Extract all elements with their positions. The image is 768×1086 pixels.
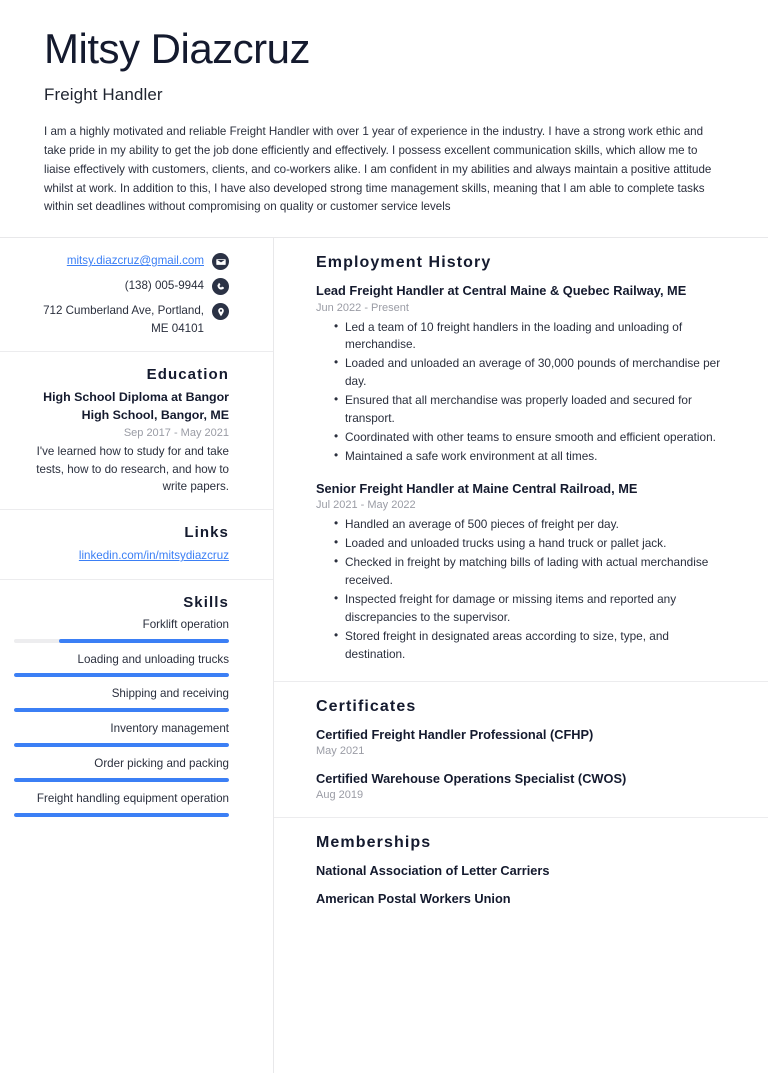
membership-entry	[316, 862, 724, 879]
employment-bullet: • Loaded and unloaded trucks using a hand truck or pallet jack.	[334, 535, 724, 553]
page-title: Mitsy Diazcruz	[44, 25, 311, 72]
employment-title: Lead Freight Handler at Central Maine & Quebec Railway, ME	[316, 283, 687, 299]
employment-bullet: • Led a team of 10 freight handlers in the loading and unloading of merchandise.	[334, 319, 724, 355]
skill-level-track	[14, 813, 229, 817]
envelope-icon	[212, 253, 229, 270]
employment-bullet: • Handled an average of 500 pieces of freight per day.	[334, 516, 724, 534]
skill-level-track	[14, 673, 229, 677]
education-entry	[14, 389, 229, 495]
certificate-date: May 2021	[316, 744, 365, 757]
membership-entry	[316, 890, 724, 907]
skill-level-fill	[14, 813, 229, 817]
skill-level-track	[14, 743, 229, 747]
phone-icon	[212, 278, 229, 295]
skill-item	[14, 686, 229, 712]
job-title: Freight Handler	[44, 85, 163, 105]
skill-label: Shipping and receiving	[111, 687, 229, 701]
linkedin-link[interactable]: linkedin.com/in/mitsydiazcruz	[78, 549, 229, 563]
skill-level-fill	[14, 708, 229, 712]
employment-bullet: • Loaded and unloaded an average of 30,000 pounds of merchandise per day.	[334, 355, 724, 391]
skills-heading: Skills	[183, 593, 229, 611]
employment-bullet: • Ensured that all merchandise was properly loaded and secured for transport.	[334, 392, 724, 428]
memberships-list	[316, 862, 724, 908]
skill-level-track	[14, 708, 229, 712]
certificate-date: Aug 2019	[316, 789, 364, 802]
certificate-title: Certified Freight Handler Professional (CFHP)	[316, 726, 594, 742]
employment-bullet: • Coordinated with other teams to ensure smooth and efficient operation.	[334, 429, 724, 447]
professional-summary: I am a highly motivated and reliable Freight Handler with over 1 year of experience in the industry. I have a strong work ethic and take pride in my ability to get the job done efficiently and effectively. I possess excellent communication skills, which allow me to liaise effectively with customers, clients, and co-workers alike. I am confident in my abilities and always maintain a positive attitude whilst at work. In addition to this, I have also developed strong time management skills, meaning that I am able to complete tasks within set deadlines without compromising on quality or customer service levels	[44, 125, 712, 214]
skill-label: Forklift operation	[142, 617, 229, 631]
skill-level-fill	[14, 743, 229, 747]
education-block	[0, 352, 273, 510]
sidebar	[0, 238, 274, 1073]
education-date: Sep 2017 - May 2021	[123, 427, 229, 440]
links-heading: Links	[184, 524, 229, 542]
skill-label: Inventory management	[110, 722, 229, 736]
resume-body	[0, 238, 768, 1073]
skill-item	[14, 756, 229, 782]
certificates-list	[316, 726, 724, 802]
contact-phone-row[interactable]	[14, 277, 229, 295]
skill-item	[14, 721, 229, 747]
skill-label: Freight handling equipment operation	[36, 791, 229, 805]
memberships-heading: Memberships	[316, 834, 432, 852]
employment-bullet: • Maintained a safe work environment at all times.	[334, 448, 724, 466]
main-column	[274, 238, 768, 1073]
contact-block	[0, 238, 273, 352]
certificate-entry	[316, 726, 724, 757]
employment-block	[274, 238, 768, 681]
skill-level-fill	[14, 778, 229, 782]
skill-level-fill	[14, 673, 229, 677]
certificates-block	[274, 682, 768, 819]
location-pin-icon	[212, 303, 229, 320]
employment-list	[316, 282, 724, 663]
employment-bullets	[334, 319, 724, 466]
links-block	[0, 510, 273, 579]
skill-label: Loading and unloading trucks	[77, 652, 229, 666]
employment-bullet: • Checked in freight by matching bills of lading with actual merchandise received.	[334, 554, 724, 590]
email-link[interactable]: mitsy.diazcruz@gmail.com	[66, 254, 204, 268]
resume-header	[0, 0, 768, 238]
employment-bullet: • Stored freight in designated areas according to size, type, and destination.	[334, 628, 724, 664]
memberships-block	[274, 818, 768, 924]
phone-number: (138) 005-9944	[124, 279, 204, 293]
skill-item	[14, 617, 229, 643]
skill-level-track	[14, 639, 229, 643]
skills-block	[0, 580, 273, 831]
address-text: 712 Cumberland Ave, Portland, ME 04101	[43, 304, 204, 335]
employment-date: Jun 2022 - Present	[316, 301, 409, 314]
membership-title: American Postal Workers Union	[316, 891, 511, 907]
employment-heading: Employment History	[316, 254, 492, 272]
contact-email-row[interactable]	[14, 252, 229, 270]
certificates-heading: Certificates	[316, 697, 417, 715]
employment-entry	[316, 480, 724, 664]
skills-list	[14, 617, 229, 817]
employment-entry	[316, 282, 724, 466]
education-description: I've learned how to study for and take tests, how to do research, and how to write papers.	[36, 445, 229, 494]
certificate-title: Certified Warehouse Operations Specialist (CWOS)	[316, 770, 627, 786]
certificate-entry	[316, 770, 724, 801]
skill-level-fill	[59, 639, 229, 643]
skill-label: Order picking and packing	[94, 757, 229, 771]
skill-level-track	[14, 778, 229, 782]
employment-date: Jul 2021 - May 2022	[316, 499, 416, 512]
skill-item	[14, 652, 229, 678]
employment-title: Senior Freight Handler at Maine Central Railroad, ME	[316, 480, 638, 496]
contact-address-row	[14, 302, 229, 337]
skill-item	[14, 791, 229, 817]
membership-title: National Association of Letter Carriers	[316, 863, 550, 879]
employment-bullet: • Inspected freight for damage or missing items and reported any discrepancies to the supervisor.	[334, 591, 724, 627]
education-heading: Education	[146, 366, 229, 384]
education-degree: High School Diploma at Bangor High School, Bangor, ME	[43, 390, 229, 422]
employment-bullets	[334, 516, 724, 663]
